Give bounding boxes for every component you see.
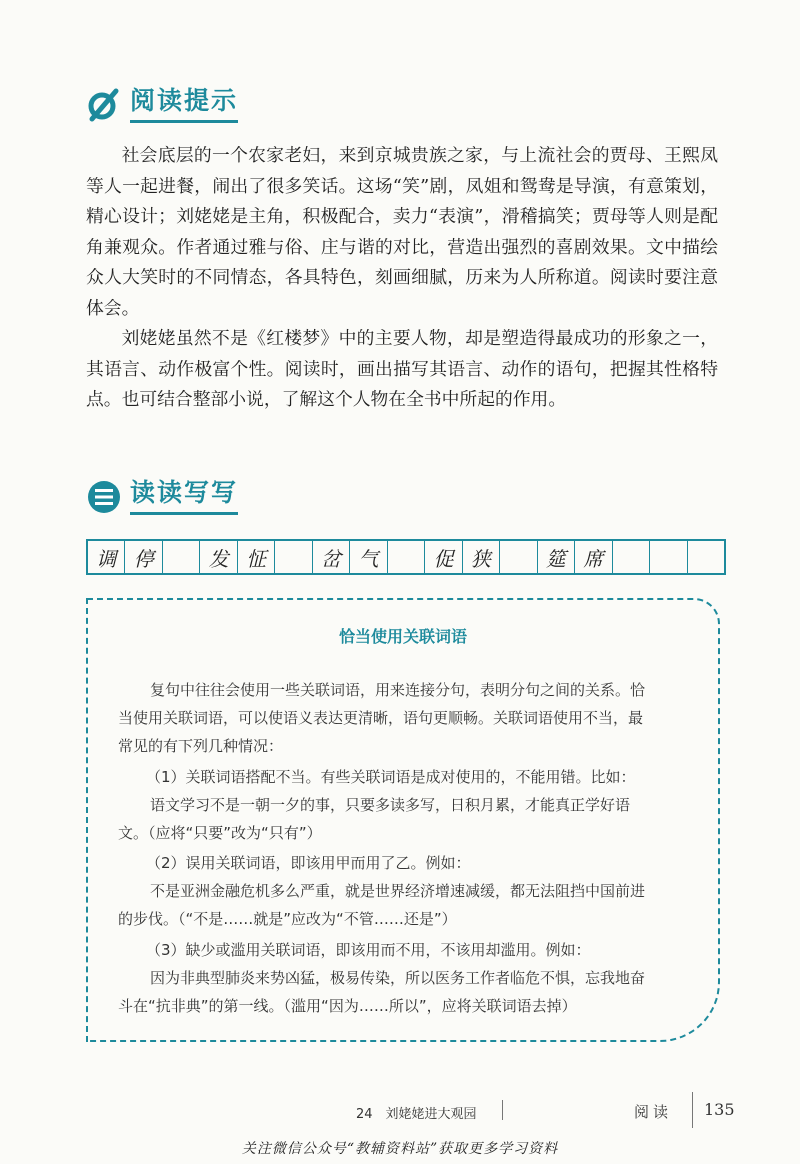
chapter-title: 24 刘姥姥进大观园 — [356, 1107, 477, 1122]
section-title: 阅读提示 — [130, 86, 238, 123]
reading-tip-paragraph-2: 刘姥姥虽然不是《红楼梦》中的主要人物，却是塑造得最成功的形象之一，其语言、动作极富个性。阅读时，画出描写其语言、动作的语句，把握其性格特点。也可结合整部小说，了解这个人物在全书中所起的作用。 — [86, 328, 718, 410]
three-lines-icon — [86, 479, 122, 515]
tip-box — [86, 598, 720, 1042]
grid-cell — [613, 541, 650, 573]
grid-cell: 怔 — [238, 541, 275, 573]
reading-tip-paragraph-1: 社会底层的一个农家老妇，来到京城贵族之家，与上流社会的贾母、王熙凤等人一起进餐，闹出了很多笑话。这场“笑”剧，凤姐和鸳鸯是导演，有意策划，精心设计；刘姥姥是主角，积极配合，卖力“表演”，滑稽搞笑；贾母等人则是配角兼观众。作者通过雅与俗、庄与谐的对比，营造出强烈的喜剧效果。文中描绘众人大笑时的不同情态，各具特色，刻画细腻，历来为人所称道。阅读时要注意体会。 — [86, 145, 718, 319]
grid-cell — [163, 541, 200, 573]
tip-line: 不是亚洲金融危机多么严重，就是世界经济增速减缓，都无法阻挡中国前进 — [150, 882, 646, 900]
grid-cell: 停 — [125, 541, 162, 573]
vocabulary-grid — [86, 539, 726, 575]
section-name: 阅读 — [634, 1103, 673, 1121]
grid-cell: 席 — [575, 541, 612, 573]
tip-title: 恰当使用关联词语 — [338, 627, 467, 646]
page-number: 135 — [704, 1100, 735, 1119]
footer-divider — [692, 1092, 693, 1128]
watermark-text: 关注微信公众号“教辅资料站”获取更多学习资料 — [241, 1141, 559, 1157]
tip-line: 文。（应将“只要”改为“只有”） — [118, 824, 322, 842]
grid-cell: 调 — [88, 541, 125, 573]
grid-cell: 岔 — [313, 541, 350, 573]
grid-cell — [500, 541, 537, 573]
footer-divider — [502, 1100, 503, 1120]
grid-cell — [650, 541, 687, 573]
grid-cell — [275, 541, 312, 573]
grid-cell: 筵 — [538, 541, 575, 573]
section-title: 读读写写 — [130, 478, 238, 515]
grid-cell: 气 — [350, 541, 387, 573]
tip-line: 复句中往往会使用一些关联词语，用来连接分句，表明分句之间的关系。恰 — [150, 681, 646, 699]
tip-line: 斗在“抗非典”的第一线。（滥用“因为……所以”，应将关联词语去掉） — [118, 997, 577, 1015]
tip-line: 因为非典型肺炎来势凶猛，极易传染，所以医务工作者临危不惧，忘我地奋 — [150, 969, 646, 987]
tip-line: （1）关联词语搭配不当。有些关联词语是成对使用的，不能用错。比如： — [146, 768, 636, 786]
grid-cell: 促 — [425, 541, 462, 573]
tip-line: 常见的有下列几种情况： — [118, 737, 284, 755]
grid-cell — [688, 541, 724, 573]
tip-line: （3）缺少或滥用关联词语，即该用而不用，不该用却滥用。例如： — [146, 941, 591, 959]
section-heading-read-write — [86, 478, 238, 515]
grid-cell — [388, 541, 425, 573]
tip-line: 语文学习不是一朝一夕的事，只要多读多写，日积月累，才能真正学好语 — [150, 796, 631, 814]
tip-line: （2）误用关联词语，即该用甲而用了乙。例如： — [146, 854, 471, 872]
grid-cell: 发 — [200, 541, 237, 573]
grid-cell: 狭 — [463, 541, 500, 573]
reading-tips-icon — [86, 87, 122, 123]
tip-line: 的步伐。（“不是……就是”应改为“不管……还是”） — [118, 910, 457, 928]
section-heading-reading-tips — [86, 86, 238, 123]
tip-line: 当使用关联词语，可以使语义表达更清晰，语句更顺畅。关联词语使用不当，最 — [118, 709, 644, 727]
